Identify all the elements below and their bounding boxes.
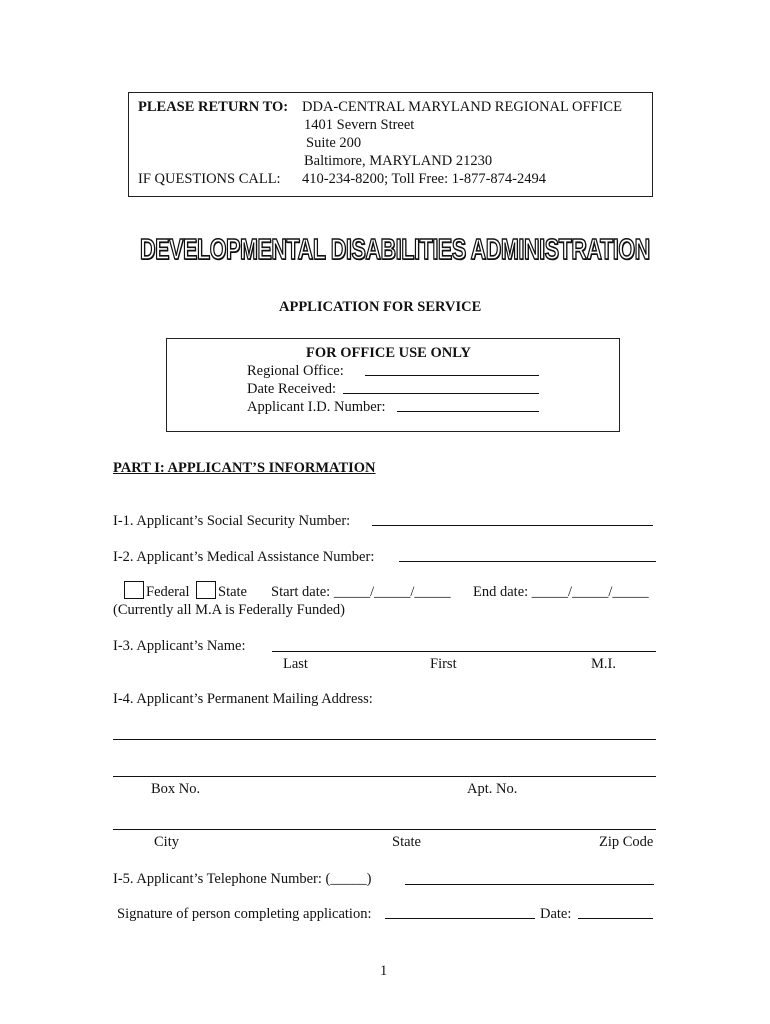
office-street: 1401 Severn Street	[304, 117, 415, 133]
i5-phone-label: I-5. Applicant’s Telephone Number: (_____)	[113, 871, 372, 887]
zip-caption: Zip Code	[599, 834, 654, 850]
federal-checkbox[interactable]	[124, 581, 144, 599]
office-city-state-zip: Baltimore, MARYLAND 21230	[304, 153, 493, 169]
signature-date-field[interactable]	[578, 917, 653, 919]
office-suite: Suite 200	[306, 135, 362, 151]
date-received-field[interactable]	[343, 392, 539, 394]
form-title: APPLICATION FOR SERVICE	[279, 299, 482, 315]
part1-heading: PART I: APPLICANT’S INFORMATION	[113, 460, 376, 476]
signature-label: Signature of person completing application:	[117, 906, 372, 922]
name-mi-caption: M.I.	[591, 656, 616, 672]
regional-office-field[interactable]	[365, 374, 539, 376]
state-checkbox[interactable]	[196, 581, 216, 599]
applicant-name-field[interactable]	[272, 650, 656, 652]
office-name: DDA-CENTRAL MARYLAND REGIONAL OFFICE	[302, 99, 622, 115]
office-use-heading: FOR OFFICE USE ONLY	[306, 345, 472, 361]
i2-ma-label: I-2. Applicant’s Medical Assistance Number:	[113, 549, 375, 565]
date-label: Date:	[540, 906, 572, 922]
end-date-field[interactable]: End date: _____/_____/_____	[473, 584, 649, 600]
state-label: State	[218, 584, 247, 600]
city-caption: City	[154, 834, 179, 850]
i4-address-label: I-4. Applicant’s Permanent Mailing Address:	[113, 691, 373, 707]
i3-name-label: I-3. Applicant’s Name:	[113, 638, 246, 654]
applicant-id-label: Applicant I.D. Number:	[247, 399, 386, 415]
office-phone: 410-234-8200; Toll Free: 1-877-874-2494	[302, 171, 546, 187]
federal-label: Federal	[146, 584, 190, 600]
ma-funding-note: (Currently all M.A is Federally Funded)	[113, 602, 345, 618]
name-last-caption: Last	[283, 656, 308, 672]
address-line-2[interactable]	[113, 776, 656, 777]
page-number: 1	[380, 963, 388, 979]
apt-no-caption: Apt. No.	[467, 781, 518, 797]
date-received-label: Date Received:	[247, 381, 336, 397]
state-caption: State	[392, 834, 421, 850]
ssn-field[interactable]	[372, 524, 653, 526]
start-date-field[interactable]: Start date: _____/_____/_____	[271, 584, 451, 600]
name-first-caption: First	[430, 656, 457, 672]
regional-office-label: Regional Office:	[247, 363, 344, 379]
address-line-3[interactable]	[113, 829, 656, 830]
signature-field[interactable]	[385, 917, 535, 919]
questions-label: IF QUESTIONS CALL:	[138, 171, 281, 187]
box-no-caption: Box No.	[151, 781, 201, 797]
phone-field[interactable]	[405, 883, 654, 885]
agency-title: DEVELOPMENTAL DISABILITIES ADMINISTRATION	[140, 234, 650, 266]
return-label: PLEASE RETURN TO:	[138, 99, 289, 115]
i1-ssn-label: I-1. Applicant’s Social Security Number:	[113, 513, 351, 529]
applicant-id-field[interactable]	[397, 410, 539, 412]
ma-number-field[interactable]	[399, 560, 656, 562]
address-line-1[interactable]	[113, 739, 656, 740]
